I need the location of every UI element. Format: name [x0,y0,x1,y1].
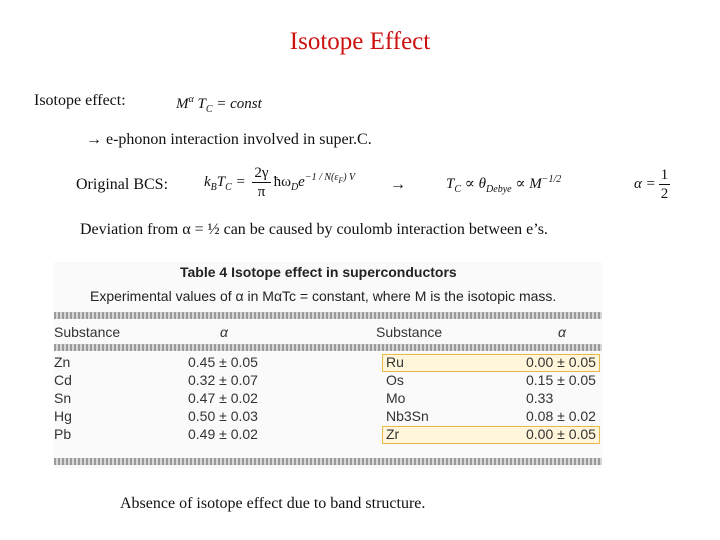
table-row-value: 0.32 ± 0.07 [188,372,258,388]
alpha-den: 2 [660,186,669,202]
alpha-fraction [659,166,671,203]
tc-prop: ∝ θ [464,176,487,192]
table-row: Sn [54,390,72,406]
formula-T: T [197,96,206,112]
table-row: Cd [54,372,72,388]
bcs-label: Original BCS: [76,176,169,193]
table-row: Os [386,372,404,388]
table-row-value: 0.47 ± 0.02 [188,390,258,406]
table-rule-top [54,312,602,319]
bcs-num: 2γ [254,165,269,181]
bcs-C: C [225,181,232,193]
table-row: Mo [386,390,406,406]
bcs-e: e [298,173,305,190]
table-header-alpha-left: α [220,324,228,340]
isotope-formula [176,94,262,115]
formula-C: C [205,104,213,115]
alpha-lhs: α = [634,175,656,192]
tc-T: T [446,176,455,192]
table-caption: Table 4 Isotope effect in superconductors [180,264,457,280]
table-header-substance-right: Substance [376,324,443,340]
bcs-formula [204,164,355,201]
phonon-text: e-phonon interaction involved in super.C. [106,131,372,148]
table-row-value: 0.08 ± 0.02 [526,408,596,424]
bcs-expF: F [338,175,344,185]
table-row: Hg [54,408,72,424]
tc-debye: Debye [486,184,512,195]
isotope-table [54,262,602,468]
table-row: Zn [54,354,71,370]
table-row-value: 0.15 ± 0.05 [526,372,596,388]
arrow-icon: → [86,131,102,148]
phonon-line [86,131,372,149]
table-rule-mid [54,344,602,351]
bcs-D: D [290,181,299,193]
arrow-icon: → [390,176,406,193]
table-row-value: 0.00 ± 0.05 [526,426,596,442]
bcs-eq: = [231,173,250,190]
bcs-expV: ) V [343,171,356,183]
page-title: Isotope Effect [289,28,431,55]
table-row-value: 0.50 ± 0.03 [188,408,258,424]
formula-M: M [176,96,189,112]
table-header-alpha-right: α [558,324,566,340]
band-structure-text: Absence of isotope effect due to band structure. [120,495,426,512]
table-row: Pb [54,426,72,442]
table-row: Nb3Sn [386,408,429,424]
tc-pow: −1/2 [541,174,562,185]
bcs-fraction [252,164,270,201]
table-header-substance-left: Substance [54,324,121,340]
table-row-value: 0.49 ± 0.02 [188,426,258,442]
bcs-den: π [257,184,266,200]
table-row-value: 0.00 ± 0.05 [526,354,596,370]
tc-M: ∝ M [511,176,542,192]
table-row-value: 0.33 [526,390,554,406]
table-rule-bottom [54,458,602,465]
table-row: Ru [386,354,404,370]
tc-proportional-formula [446,174,561,195]
table-row: Zr [386,426,400,442]
bcs-hw: ħω [273,173,291,190]
deviation-text: Deviation from α = ½ can be caused by coulomb interaction between e’s. [80,221,548,238]
alpha-half-formula [634,166,673,203]
isotope-effect-label: Isotope effect: [34,92,126,109]
formula-const: = const [212,96,262,112]
bcs-k: k [204,173,211,190]
tc-C: C [454,184,462,195]
alpha-num: 1 [660,167,669,183]
table-subcaption: Experimental values of α in MαTc = constant, where M is the isotopic mass. [90,288,557,304]
formula-alpha: α [188,94,194,105]
bcs-T: T [216,173,226,190]
bcs-exp: −1 / N(ε [304,171,339,183]
bcs-B: B [210,181,217,193]
table-row-value: 0.45 ± 0.05 [188,354,258,370]
